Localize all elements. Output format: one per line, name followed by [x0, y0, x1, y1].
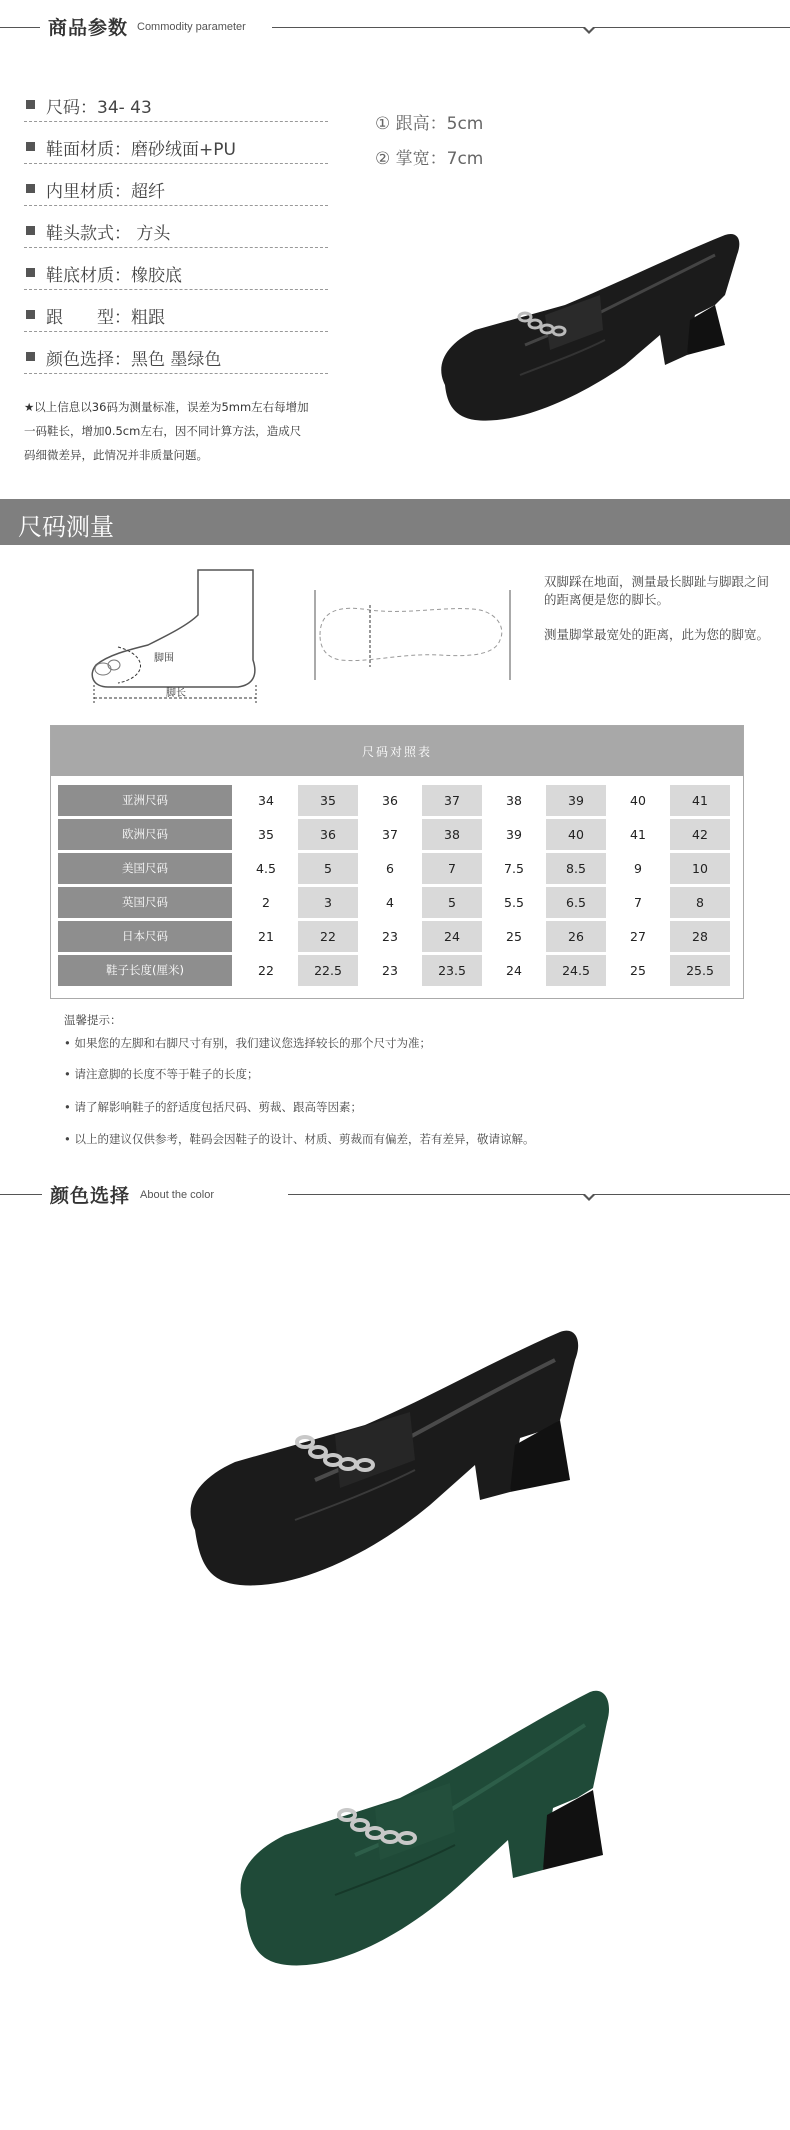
measure-note: ★以上信息以36码为测量标准，误差为5mm左右每增加 一码鞋长，增加0.5cm左右，因不同计算方法，造成尺 码细微差异，此情况并非质量问题。 [24, 400, 309, 462]
foot-top-diagram [300, 585, 520, 685]
commodity-title: 商品参数 [48, 17, 129, 39]
param-heel-type: 跟 型：粗跟 [24, 297, 328, 332]
table-row: 欧洲尺码 35 36 37 38 39 40 41 42 [58, 819, 736, 850]
header-notch [582, 27, 596, 34]
header-line-left [0, 27, 40, 28]
param-toe: 鞋头款式： 方头 [24, 213, 328, 248]
header-line-right [272, 27, 790, 28]
color-header-line-left [0, 1194, 42, 1195]
measure-instruction-width: 测量脚掌最宽处的距离，此为您的脚宽。 [544, 627, 770, 642]
commodity-subtitle: Commodity parameter [137, 21, 246, 33]
param-sole: 鞋底材质：橡胶底 [24, 255, 328, 290]
size-measure-title: 尺码测量 [18, 513, 114, 541]
param-upper: 鞋面材质：磨砂绒面+PU [24, 129, 328, 164]
tip-item: • 以上的建议仅供参考，鞋码会因鞋子的设计、材质、剪裁而有偏差，若有差异，敬请谅解。 [64, 1132, 535, 1146]
size-table [50, 725, 744, 999]
heel-height: ① 跟高：5cm [375, 114, 484, 134]
table-row: 美国尺码 4.5 5 6 7 7.5 8.5 9 10 [58, 853, 736, 884]
tip-item: • 如果您的左脚和右脚尺寸有别，我们建议您选择较长的那个尺寸为准； [64, 1036, 431, 1050]
tip-item: • 请注意脚的长度不等于鞋子的长度； [64, 1067, 259, 1081]
tip-item: • 请了解影响鞋子的舒适度包括尺码、剪裁、跟高等因素； [64, 1100, 362, 1114]
shoe-image-green [225, 1680, 645, 1990]
foot-length-label: 脚长 [166, 688, 186, 699]
table-row: 日本尺码 21 22 23 24 25 26 27 28 [58, 921, 736, 952]
color-title: 颜色选择 [50, 1185, 131, 1207]
param-size: 尺码：34- 43 [24, 87, 328, 122]
param-color: 颜色选择：黑色 墨绿色 [24, 339, 328, 374]
table-row: 亚洲尺码 34 35 36 37 38 39 40 41 [58, 785, 736, 816]
foot-girth-label: 脚围 [154, 653, 174, 664]
size-measure-banner [0, 499, 790, 545]
size-table-header: 尺码对照表 [51, 726, 743, 776]
table-row: 英国尺码 2 3 4 5 5.5 6.5 7 8 [58, 887, 736, 918]
table-row: 鞋子长度(厘米) 22 22.5 23 23.5 24 24.5 25 25.5 [58, 955, 736, 986]
color-header-line-right [288, 1194, 790, 1195]
shoe-image-top [425, 225, 745, 435]
tips-heading: 温馨提示： [64, 1013, 122, 1027]
palm-width: ② 掌宽：7cm [375, 149, 484, 169]
color-subtitle: About the color [140, 1189, 214, 1201]
foot-side-diagram [88, 565, 268, 705]
color-header-notch [582, 1194, 596, 1201]
param-lining: 内里材质：超纤 [24, 171, 328, 206]
measure-instruction-length: 双脚踩在地面，测量最长脚趾与脚跟之间的距离便是您的脚长。 [544, 574, 770, 607]
shoe-image-black [175, 1320, 595, 1610]
